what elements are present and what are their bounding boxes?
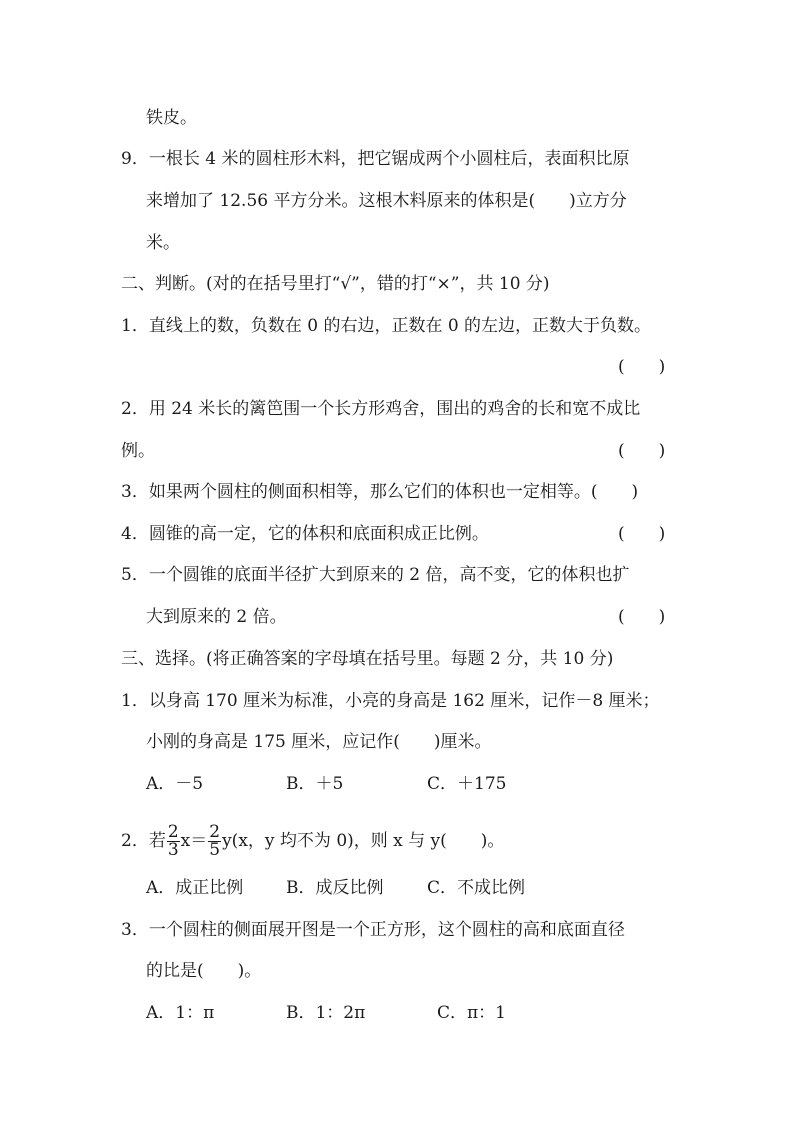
choice-3-option-b: B．1：2π	[286, 1003, 366, 1023]
frac2-numerator: 2	[209, 822, 221, 842]
judge-2-paren: ( )	[618, 441, 666, 461]
judge-5-paren: ( )	[618, 607, 666, 627]
choice-1-option-c: C．＋175	[427, 774, 507, 794]
frac2-denominator: 5	[209, 840, 221, 860]
judge-2-text2: 例。	[121, 441, 155, 461]
section3-title: 三、选择。(将正确答案的字母填在括号里。每题 2 分，共 10 分)	[121, 649, 614, 669]
judge-4-paren: ( )	[618, 524, 666, 544]
q8-tail: 铁皮。	[146, 108, 197, 128]
fraction-two-fifths	[208, 824, 221, 859]
frac1-denominator: 3	[167, 840, 179, 860]
choice-1-line2: 小刚的身高是 175 厘米，应记作( )厘米。	[146, 732, 492, 752]
fraction-two-thirds	[167, 824, 180, 859]
q9-line2: 来增加了 12.56 平方分米。这根木料原来的体积是( )立方分	[146, 191, 627, 211]
choice-3-option-a: A．1：π	[146, 1003, 215, 1023]
choice-2-mid: x＝	[180, 831, 208, 851]
judge-1-paren: ( )	[618, 357, 666, 377]
choice-1-option-a: A．－5	[146, 774, 204, 794]
choice-1-option-b: B．＋5	[286, 774, 344, 794]
section2-title: 二、判断。(对的在括号里打“√”，错的打“×”，共 10 分)	[121, 274, 550, 294]
judge-3-text: 3．如果两个圆柱的侧面积相等，那么它们的体积也一定相等。( )	[121, 482, 639, 502]
choice-2-option-c: C．不成比例	[427, 878, 526, 898]
choice-2-option-a: A．成正比例	[146, 878, 244, 898]
choice-3-option-c: C．π：1	[437, 1003, 506, 1023]
judge-2-text: 2．用 24 米长的篱笆围一个长方形鸡舍，围出的鸡舍的长和宽不成比	[121, 399, 641, 419]
judge-4-text: 4．圆锥的高一定，它的体积和底面积成正比例。	[121, 524, 489, 544]
choice-2-prefix: 2．若	[121, 831, 166, 851]
judge-5-text2: 大到原来的 2 倍。	[146, 607, 287, 627]
q9-line3: 米。	[146, 233, 180, 253]
choice-2-suffix: y(x，y 均不为 0)，则 x 与 y( )。	[222, 831, 505, 851]
choice-2-stem	[121, 822, 504, 860]
choice-3-line1: 3．一个圆柱的侧面展开图是一个正方形，这个圆柱的高和底面直径	[121, 920, 625, 940]
judge-1-text: 1．直线上的数，负数在 0 的右边，正数在 0 的左边，正数大于负数。	[121, 316, 652, 336]
judge-5-text: 5．一个圆锥的底面半径扩大到原来的 2 倍，高不变，它的体积也扩	[121, 565, 630, 585]
choice-2-option-b: B．成反比例	[286, 878, 384, 898]
choice-1-line1: 1．以身高 170 厘米为标准，小亮的身高是 162 厘米，记作－8 厘米；	[121, 691, 660, 711]
choice-3-line2: 的比是( )。	[146, 961, 262, 981]
frac1-numerator: 2	[167, 822, 179, 842]
q9-line1: 9．一根长 4 米的圆柱形木料，把它锯成两个小圆柱后，表面积比原	[121, 149, 630, 169]
